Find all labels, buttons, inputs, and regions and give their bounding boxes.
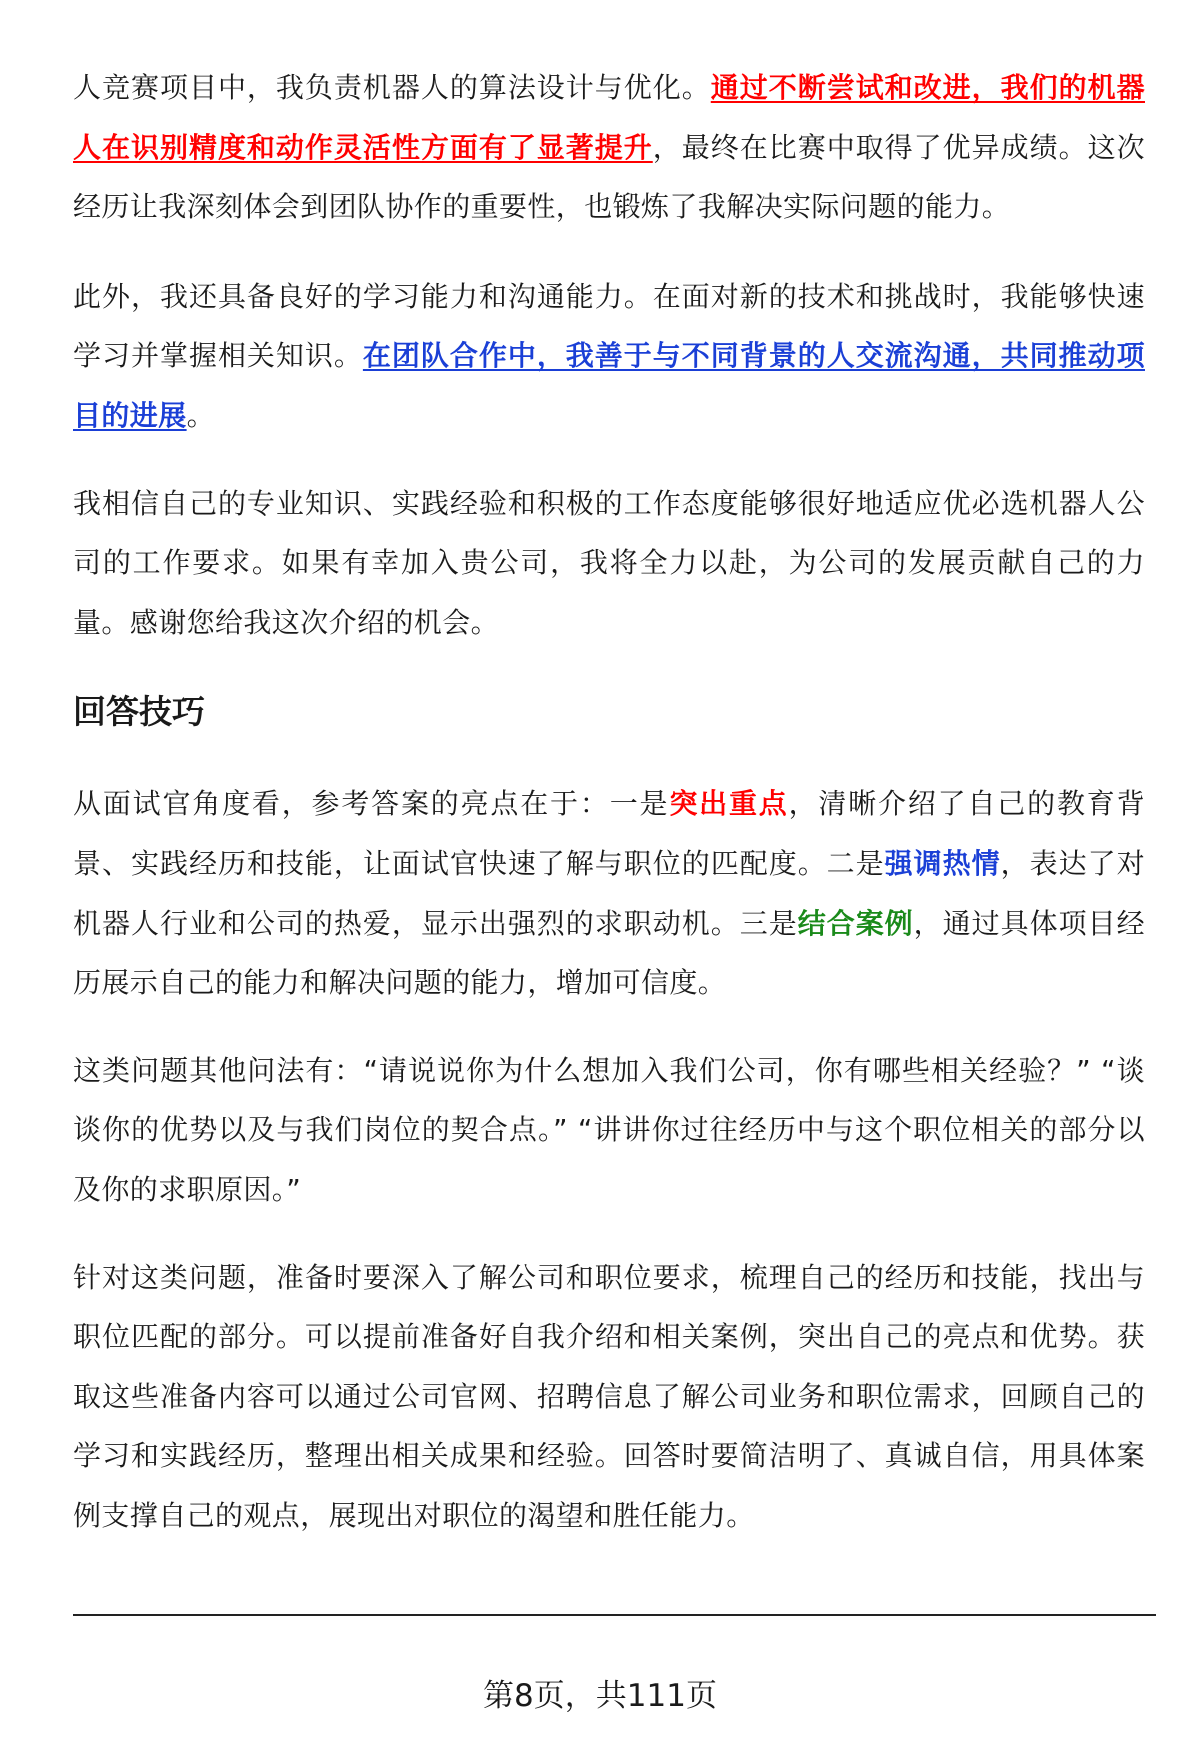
document-body (73, 58, 1145, 1573)
footer-divider (73, 1614, 1156, 1616)
highlight-blue: 强调热情 (884, 846, 1001, 880)
text-segment: 此外，我还具备良好的学习能力和沟通能力。在面对新的技术和挑战时，我能够快速学习并掌握相关知识。 (73, 279, 1145, 373)
text-segment: ，通过具体项目经历展示自己的能力和解决问题的能力，增加可信度。 (73, 906, 1145, 1000)
highlight-green: 结合案例 (797, 906, 914, 940)
highlight-red-underlined: 通过不断尝试和改进，我们的机器人在识别精度和动作灵活性方面有了显著提升 (73, 71, 1145, 164)
page-number: 第8页，共111页 (483, 1678, 717, 1714)
paragraph-preparation-advice: 针对这类问题，准备时要深入了解公司和职位要求，梳理自己的经历和技能，找出与职位匹配的部分。可以提前准备好自我介绍和相关案例，突出自己的亮点和优势。获取这些准备内容可以通过公司官网、招聘信息了解公司业务和职位需求，回顾自己的学习和实践经历，整理出相关成果和经验。回答时要简洁明了、真诚自信，用具体案例支撑自己的观点，展现出对职位的渴望和胜任能力。 (73, 1260, 1145, 1532)
paragraph-answer-highlights (73, 774, 1145, 1012)
text-segment: ，表达了对机器人行业和公司的热爱，显示出强烈的求职动机。三是 (73, 846, 1145, 940)
highlight-blue-underlined: 在团队合作中，我善于与不同背景的人交流沟通，共同推动项目的进展 (73, 339, 1145, 432)
paragraph-alternative-questions: 这类问题其他问法有：“请说说你为什么想加入我们公司，你有哪些相关经验？” “谈谈你的优势以及与我们岗位的契合点。” “讲讲你过往经历中与这个职位相关的部分以及你的求职原因。” (73, 1053, 1145, 1206)
paragraph-competition-experience (73, 58, 1145, 237)
text-segment: ，最终在比赛中取得了优异成绩。这次经历让我深刻体会到团队协作的重要性，也锻炼了我解决实际问题的能力。 (73, 130, 1145, 224)
text-segment: ，清晰介绍了自己的教育背景、实践经历和技能，让面试官快速了解与职位的匹配度。二是 (73, 787, 1145, 880)
section-heading: 回答技巧 (73, 692, 205, 732)
highlight-red: 突出重点 (669, 787, 789, 821)
text-segment: 从面试官角度看，参考答案的亮点在于：一是 (73, 787, 670, 821)
paragraph-closing: 我相信自己的专业知识、实践经验和积极的工作态度能够很好地适应优必选机器人公司的工作要求。如果有幸加入贵公司，我将全力以赴，为公司的发展贡献自己的力量。感谢您给我这次介绍的机会。 (73, 486, 1145, 639)
text-segment: 人竞赛项目中，我负责机器人的算法设计与优化。 (73, 71, 711, 104)
paragraph-learning-communication (73, 267, 1145, 446)
text-segment: 。 (186, 398, 216, 432)
